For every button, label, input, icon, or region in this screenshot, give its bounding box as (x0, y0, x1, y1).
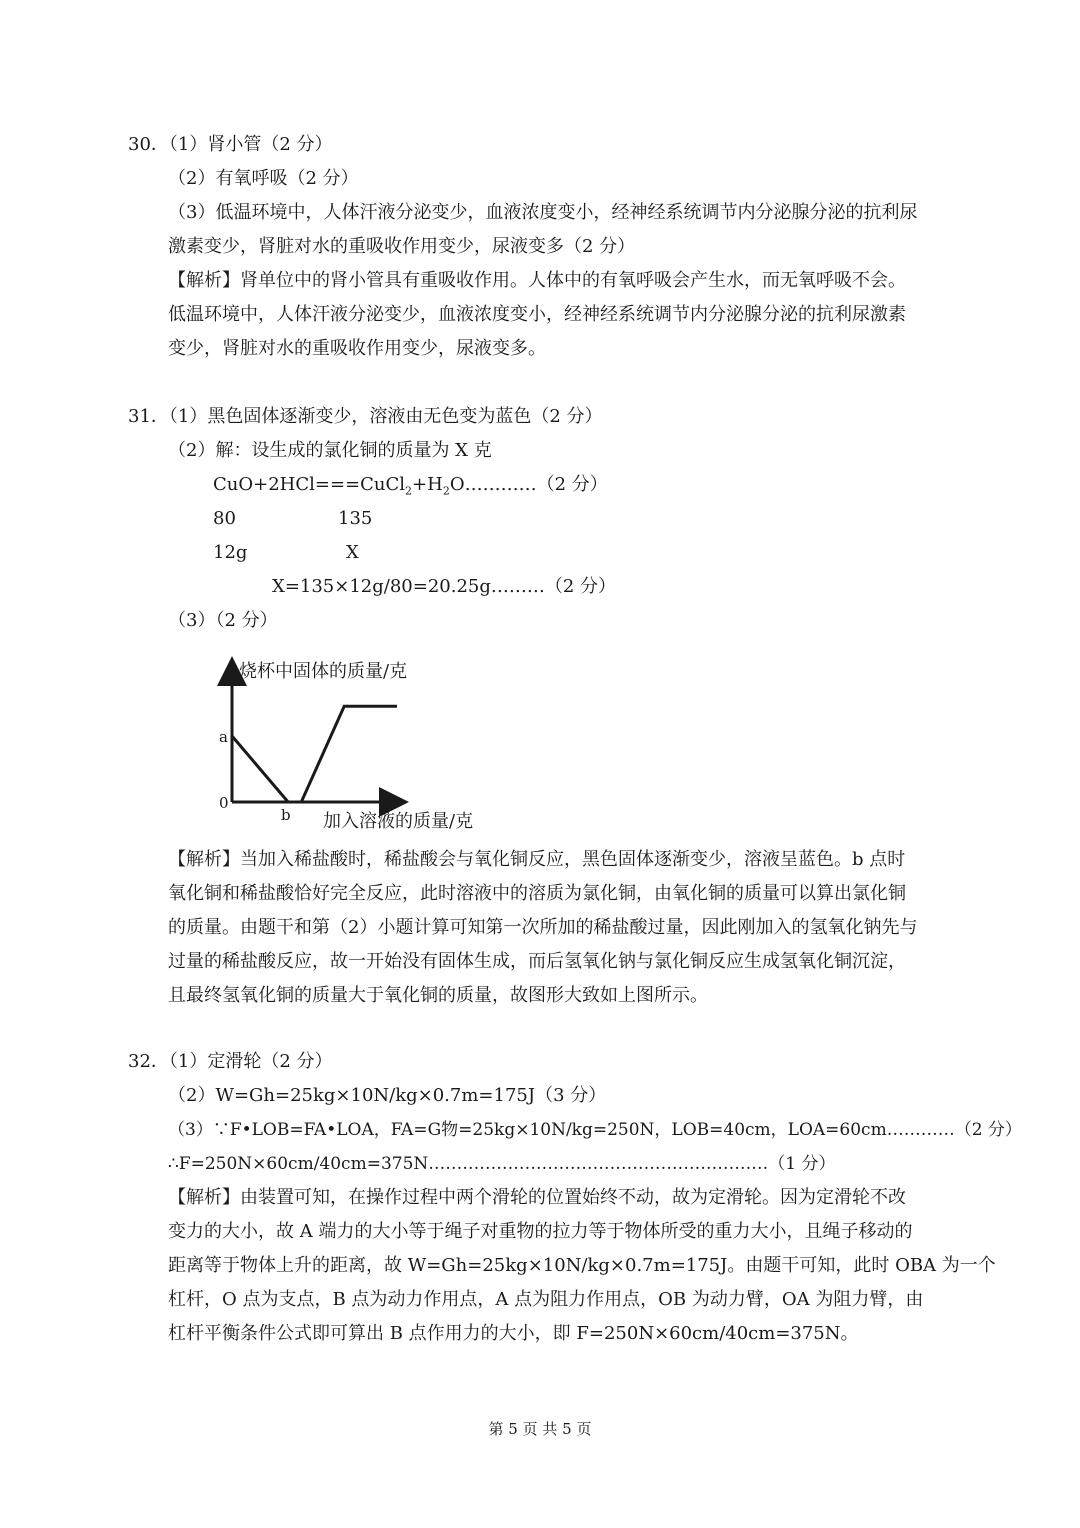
q30-analysis-3: 变少，肾脏对水的重吸收作用变少，尿液变多。 (168, 338, 546, 359)
x-axis-label: 加入溶液的质量/克 (323, 811, 474, 832)
q30-line-2: （2）有氧呼吸（2 分） (168, 168, 359, 189)
q31-mass-x: X (346, 542, 359, 563)
equation-part: +H (412, 474, 443, 495)
q31-equation (213, 473, 608, 504)
q31-mass-80: 80 (213, 508, 236, 529)
q30-line-1: 30．（1）肾小管（2 分） (128, 134, 333, 155)
q32-line-4: ∴F=250N×60cm/40cm=375N……………………………………………………（1 分） (168, 1154, 836, 1174)
equation-part: CuO+2HCl===CuCl (213, 474, 406, 495)
equation-subscript: 2 (405, 484, 413, 498)
mass-curve (232, 706, 397, 802)
q31-analysis-5: 且最终氢氧化铜的质量大于氧化铜的质量，故图形大致如上图所示。 (168, 985, 708, 1006)
q30-line-3: （3）低温环境中，人体汗液分泌变少，血液浓度变小，经神经系统调节内分泌腺分泌的抗利尿 (168, 202, 918, 223)
q31-line-2: （2）解：设生成的氯化铜的质量为 X 克 (168, 440, 492, 461)
q32-line-2: （2）W=Gh=25kg×10N/kg×0.7m=175J（3 分） (168, 1085, 607, 1106)
q32-analysis-4: 杠杆，O 点为支点，B 点为动力作用点，A 点为阻力作用点，OB 为动力臂，OA 为阻力臂，由 (168, 1289, 924, 1310)
q31-line-1: 31．（1）黑色固体逐渐变少，溶液由无色变为蓝色（2 分） (128, 406, 603, 427)
q31-analysis-4: 过量的稀盐酸反应，故一开始没有固体生成，而后氢氧化钠与氯化铜反应生成氢氧化铜沉淀， (168, 951, 906, 972)
origin-label: 0 (219, 794, 229, 812)
q31-line-3: （3）（2 分） (168, 610, 278, 631)
q32-analysis-2: 变力的大小，故 A 端力的大小等于绳子对重物的拉力等于物体所受的重力大小，且绳子移动的 (168, 1221, 913, 1242)
q32-analysis-1: 【解析】由装置可知，在操作过程中两个滑轮的位置始终不动，故为定滑轮。因为定滑轮不改 (168, 1187, 906, 1208)
mass-graph (205, 650, 505, 840)
point-b-label: b (281, 806, 291, 824)
q31-calculation: X=135×12g/80=20.25g………（2 分） (272, 576, 617, 597)
q31-mass-135: 135 (338, 508, 373, 529)
point-a-label: a (219, 728, 228, 746)
q31-mass-12g: 12g (213, 542, 248, 563)
equation-subscript: 2 (442, 484, 450, 498)
q31-analysis-1: 【解析】当加入稀盐酸时，稀盐酸会与氧化铜反应，黑色固体逐渐变少，溶液呈蓝色。b 点时 (168, 849, 906, 870)
y-axis-label: 烧杯中固体的质量/克 (239, 661, 408, 682)
q31-analysis-3: 的质量。由题干和第（2）小题计算可知第一次所加的稀盐酸过量，因此刚加入的氢氧化钠先与 (168, 917, 918, 938)
q30-analysis-2: 低温环境中，人体汗液分泌变少，血液浓度变小，经神经系统调节内分泌腺分泌的抗利尿激素 (168, 304, 906, 325)
q32-analysis-5: 杠杆平衡条件公式即可算出 B 点作用力的大小，即 F=250N×60cm/40cm=375N。 (168, 1323, 859, 1344)
q31-analysis-2: 氧化铜和稀盐酸恰好完全反应，此时溶液中的溶质为氯化铜，由氧化铜的质量可以算出氯化铜 (168, 883, 906, 904)
q32-line-3: （3）∵F•LOB=FA•LOA，FA=G物=25kg×10N/kg=250N，LOB=40cm，LOA=60cm…………（2 分） (168, 1120, 1022, 1140)
q32-analysis-3: 距离等于物体上升的距离，故 W=Gh=25kg×10N/kg×0.7m=175J。由题干可知，此时 OBA 为一个 (168, 1255, 996, 1276)
q30-analysis-1: 【解析】肾单位中的肾小管具有重吸收作用。人体中的有氧呼吸会产生水，而无氧呼吸不会。 (168, 270, 906, 291)
page-footer: 第 5 页 共 5 页 (488, 1420, 592, 1438)
equation-part: O…………（2 分） (449, 474, 608, 495)
q32-line-1: 32．（1）定滑轮（2 分） (128, 1051, 333, 1072)
q30-line-4: 激素变少，肾脏对水的重吸收作用变少，尿液变多（2 分） (168, 236, 636, 257)
